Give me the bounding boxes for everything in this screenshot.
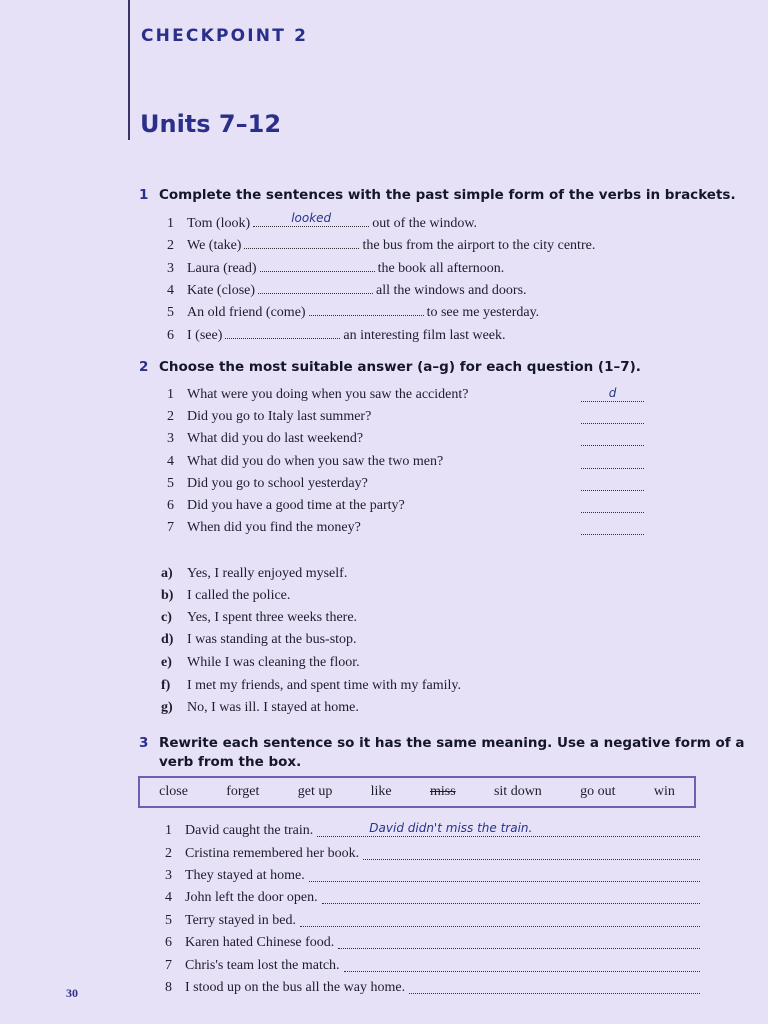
ex2-option: a) Yes, I really enjoyed myself. <box>161 566 348 581</box>
ex1-item: 3 Laura (read) the book all afternoon. <box>167 257 504 277</box>
ex3-item: 2 Cristina remembered her book. <box>165 844 700 864</box>
exercise-instruction-cont: verb from the box. <box>159 754 302 770</box>
answer-line[interactable] <box>322 889 700 904</box>
ex3-item: 5 Terry stayed in bed. <box>165 911 700 931</box>
ex2-option: c) Yes, I spent three weeks there. <box>161 610 358 625</box>
word-box-item: get up <box>297 784 333 799</box>
ex1-item: 4 Kate (close) all the windows and doors. <box>167 279 527 299</box>
ex2-option: b) I called the police. <box>161 588 291 603</box>
answer-blank[interactable] <box>581 520 644 535</box>
answer-blank[interactable] <box>581 387 644 402</box>
exercise-instruction: Choose the most suitable answer (a–g) for each question (1–7). <box>159 359 641 375</box>
ex2-question: 1 What were you doing when you saw the accident? <box>167 387 469 402</box>
answer-blank[interactable] <box>258 279 373 294</box>
word-box-item: close <box>159 784 188 799</box>
exercise-1-heading <box>139 186 736 205</box>
answer-line[interactable] <box>363 845 700 860</box>
ex2-option: f) I met my friends, and spent time with my family. <box>161 678 461 693</box>
answer-blank[interactable] <box>309 301 424 316</box>
ex2-option: e) While I was cleaning the floor. <box>161 655 360 670</box>
ex1-item: 1 Tom (look) looked out of the window. <box>167 211 478 231</box>
exercise-number: 1 <box>139 187 149 203</box>
answer-blank[interactable] <box>253 212 369 227</box>
exercise-2-heading <box>139 358 641 377</box>
page-number: 30 <box>66 986 78 1000</box>
ex1-item: 2 We (take) the bus from the airport to the city centre. <box>167 234 595 254</box>
ex3-item: 3 They stayed at home. <box>165 866 700 886</box>
answer-blank[interactable] <box>581 454 644 469</box>
ex2-question: 3 What did you do last weekend? <box>167 431 364 446</box>
exercise-3-heading <box>139 734 744 772</box>
ex2-option: g) No, I was ill. I stayed at home. <box>161 700 359 715</box>
ex3-item: 6 Karen hated Chinese food. <box>165 933 700 953</box>
ex3-item: 8 I stood up on the bus all the way home. <box>165 978 700 998</box>
exercise-number: 2 <box>139 359 149 375</box>
answer-line[interactable] <box>409 979 700 994</box>
answer-line[interactable] <box>338 934 700 949</box>
word-box <box>138 776 696 808</box>
word-box-item-crossed: miss <box>429 784 456 799</box>
word-box-item: win <box>653 784 675 799</box>
answer-blank[interactable] <box>260 257 375 272</box>
answer-blank[interactable] <box>581 409 644 424</box>
answer-blank[interactable] <box>581 431 644 446</box>
exercise-number: 3 <box>139 735 149 751</box>
answer-blank[interactable] <box>581 498 644 513</box>
checkpoint-label: CHECKPOINT 2 <box>141 26 309 46</box>
answer-line[interactable] <box>344 957 700 972</box>
ex2-option: d) I was standing at the bus-stop. <box>161 632 357 647</box>
answer-blank[interactable] <box>244 234 359 249</box>
word-box-item: go out <box>580 784 616 799</box>
exercise-instruction: Complete the sentences with the past simple form of the verbs in brackets. <box>159 187 736 203</box>
ex1-item: 6 I (see) an interesting film last week. <box>167 324 506 344</box>
word-box-item: forget <box>226 784 260 799</box>
handwritten-answer: David didn't miss the train. <box>369 821 533 835</box>
answer-blank[interactable] <box>225 324 340 339</box>
answer-line[interactable] <box>309 867 700 882</box>
ex2-question: 2 Did you go to Italy last summer? <box>167 409 372 424</box>
answer-line[interactable] <box>300 912 700 927</box>
page-title: Units 7–12 <box>140 110 282 138</box>
header-rule <box>128 0 130 140</box>
ex2-question: 7 When did you find the money? <box>167 520 361 535</box>
ex1-item: 5 An old friend (come) to see me yesterday. <box>167 301 539 321</box>
word-box-item: sit down <box>493 784 542 799</box>
answer-line[interactable] <box>317 822 700 837</box>
ex2-question: 6 Did you have a good time at the party? <box>167 498 405 513</box>
ex3-item: 7 Chris's team lost the match. <box>165 956 700 976</box>
exercise-instruction: Rewrite each sentence so it has the same meaning. Use a negative form of a <box>159 735 745 751</box>
handwritten-answer: looked <box>291 211 332 225</box>
ex2-question: 5 Did you go to school yesterday? <box>167 476 368 491</box>
ex3-item: 1 David caught the train. David didn't miss the train. <box>165 821 700 841</box>
ex3-item: 4 John left the door open. <box>165 888 700 908</box>
handwritten-answer: d <box>608 386 617 400</box>
ex2-question: 4 What did you do when you saw the two men? <box>167 454 444 469</box>
word-box-item: like <box>370 784 392 799</box>
answer-blank[interactable] <box>581 476 644 491</box>
